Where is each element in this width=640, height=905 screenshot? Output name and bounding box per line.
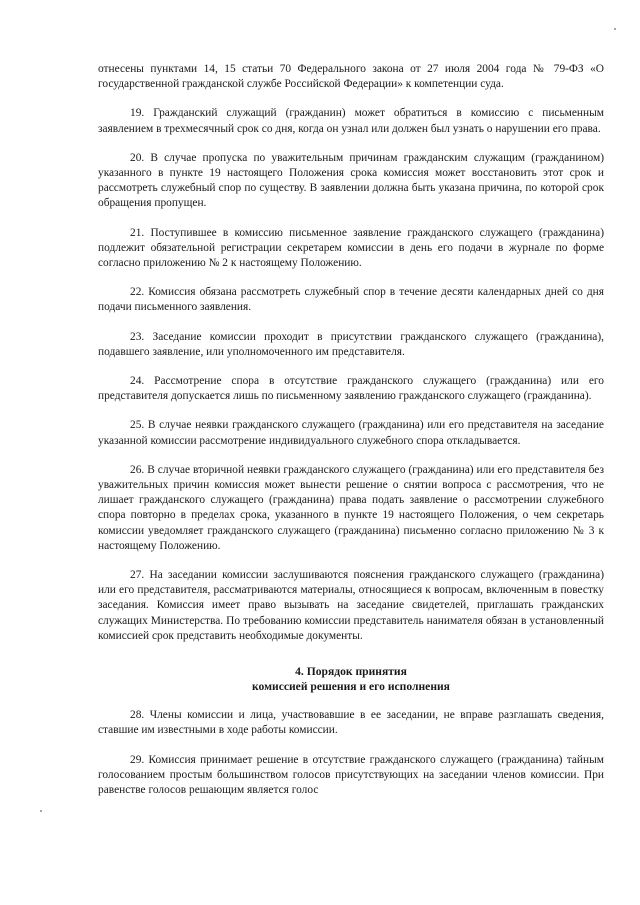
intro-paragraph: отнесены пунктами 14, 15 статьи 70 Федерального закона от 27 июля 2004 года № 79-ФЗ «О государственной гражданской службе Российской Федерации» к компетенции суда. <box>98 63 604 91</box>
paragraph-25: 25. В случае неявки гражданского служащего (гражданина) или его представителя на заседание указанной комиссии рассмотрение индивидуального служебного спора откладывается. <box>98 419 604 447</box>
section-heading-line2: комиссией решения и его исполнения <box>252 680 450 694</box>
paragraph-20: 20. В случае пропуска по уважительным причинам гражданским служащим (гражданином) указанного в пункте 19 настоящего Положения срока комиссия может восстановить этот срок и рассмотреть служебный спор по существу. В заявлении должна быть указана причина, по которой срок обращения пропущен. <box>98 151 604 210</box>
paragraph-26: 26. В случае вторичной неявки гражданского служащего (гражданина) или его представителя без уважительных причин комиссия может вынести решение о снятии вопроса с рассмотрения, что не лишает гражданского служащего (гражданина) права подать заявление о рассмотрении служебного спора повторно в пределах срока, указанного в пункте 19 настоящего Положения, о чем секретарь комиссии уведомляет гражданского служащего (гражданина) письменно согласно приложению № 3 к настоящему Положению. <box>98 463 604 552</box>
paragraph-28: 28. Члены комиссии и лица, участвовавшие в ее заседании, не вправе разглашать сведения, ставшие им известными в ходе работы комиссии. <box>98 709 604 737</box>
paragraph-24: 24. Рассмотрение спора в отсутствие гражданского служащего (гражданина) или его представителя допускается лишь по письменному заявлению гражданского служащего (гражданина). <box>98 375 604 403</box>
scan-speck <box>614 28 616 30</box>
paragraph-29: 29. Комиссия принимает решение в отсутствие гражданского служащего (гражданина) тайным голосованием простым большинством голосов присутствующих на заседании членов комиссии. При равенстве голосов решающим является голос <box>98 753 604 796</box>
paragraph-23: 23. Заседание комиссии проходит в присутствии гражданского служащего (гражданина), подавшего заявление, или уполномоченного им представителя. <box>98 330 604 358</box>
section-heading-line1: 4. Порядок принятия <box>295 665 407 679</box>
paragraph-21: 21. Поступившее в комиссию письменное заявление гражданского служащего (гражданина) подлежит обязательной регистрации секретарем комиссии в день его подачи в журнале по форме согласно приложению № 2 к настоящему Положению. <box>98 226 604 270</box>
scan-speck <box>40 810 42 812</box>
section-heading <box>98 664 604 694</box>
paragraph-19: 19. Гражданский служащий (гражданин) может обратиться в комиссию с письменным заявлением в трехмесячный срок со дня, когда он узнал или должен был узнать о нарушении его права. <box>98 107 604 135</box>
paragraph-22: 22. Комиссия обязана рассмотреть служебный спор в течение десяти календарных дней со дня подачи письменного заявления. <box>98 286 604 314</box>
paragraph-27: 27. На заседании комиссии заслушиваются пояснения гражданского служащего (гражданина) или его представителя, рассматриваются материалы, относящиеся к вопросам, включенным в повестку заседания. Комиссия имеет право вызывать на заседание свидетелей, приглашать гражданских служащих Министерства. По требованию комиссии представитель нанимателя обязан в установленный комиссией срок представить необходимые документы. <box>98 569 604 642</box>
